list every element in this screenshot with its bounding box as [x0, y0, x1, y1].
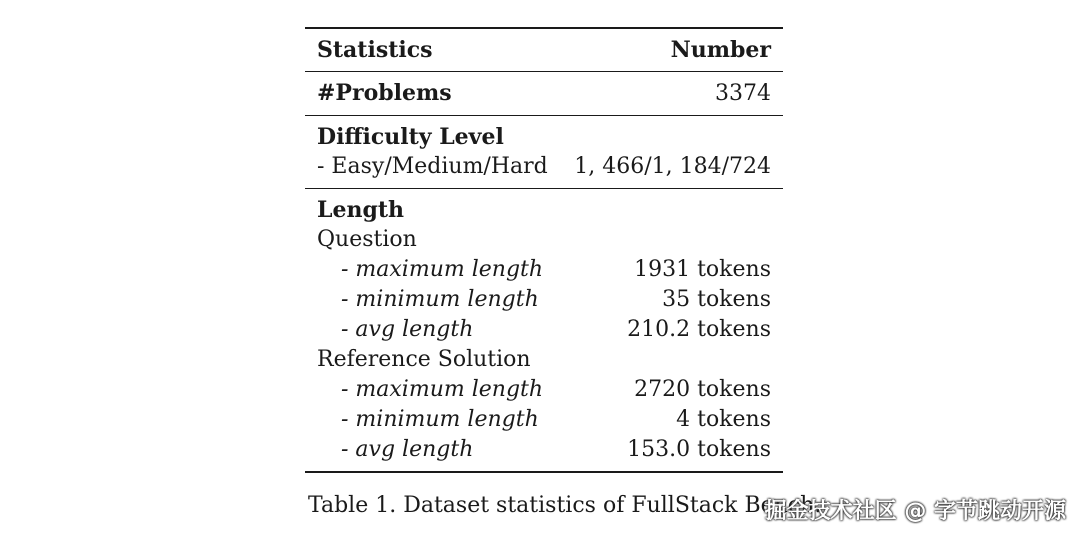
problems-row	[305, 72, 783, 115]
table-caption: Table 1. Dataset statistics of FullStack Bench.	[308, 493, 822, 518]
question-max-label: - maximum length	[341, 257, 544, 282]
question-title: Question	[317, 227, 417, 252]
question-title-row	[305, 225, 783, 255]
reference-avg-row	[305, 435, 783, 465]
reference-max-value: 2720 tokens	[634, 377, 771, 402]
reference-title: Reference Solution	[317, 347, 531, 372]
question-max-value: 1931 tokens	[634, 257, 771, 282]
reference-min-label: - minimum length	[341, 407, 539, 432]
header-statistics: Statistics	[317, 37, 433, 63]
table-header-row	[305, 29, 783, 71]
problems-value: 3374	[715, 81, 771, 106]
question-min-row	[305, 285, 783, 315]
reference-avg-label: - avg length	[341, 437, 474, 462]
difficulty-title: Difficulty Level	[317, 124, 504, 150]
question-avg-row	[305, 315, 783, 345]
difficulty-section	[305, 116, 783, 188]
difficulty-value: 1, 466/1, 184/724	[574, 154, 771, 179]
difficulty-title-row	[305, 122, 783, 152]
question-avg-value: 210.2 tokens	[627, 317, 771, 342]
reference-max-row	[305, 375, 783, 405]
difficulty-label: - Easy/Medium/Hard	[317, 154, 548, 179]
difficulty-row	[305, 152, 783, 182]
reference-avg-value: 153.0 tokens	[627, 437, 771, 462]
problems-label: #Problems	[317, 80, 452, 106]
length-title: Length	[317, 197, 405, 223]
reference-min-value: 4 tokens	[676, 407, 771, 432]
reference-title-row	[305, 345, 783, 375]
bottom-rule	[305, 471, 783, 473]
question-min-label: - minimum length	[341, 287, 539, 312]
reference-min-row	[305, 405, 783, 435]
question-avg-label: - avg length	[341, 317, 474, 342]
statistics-table	[305, 27, 783, 473]
watermark: 掘金技术社区 @ 字节跳动开源	[764, 499, 1066, 524]
question-max-row	[305, 255, 783, 285]
length-title-row	[305, 195, 783, 225]
header-number: Number	[670, 37, 771, 63]
question-min-value: 35 tokens	[662, 287, 771, 312]
length-section	[305, 189, 783, 471]
reference-max-label: - maximum length	[341, 377, 544, 402]
